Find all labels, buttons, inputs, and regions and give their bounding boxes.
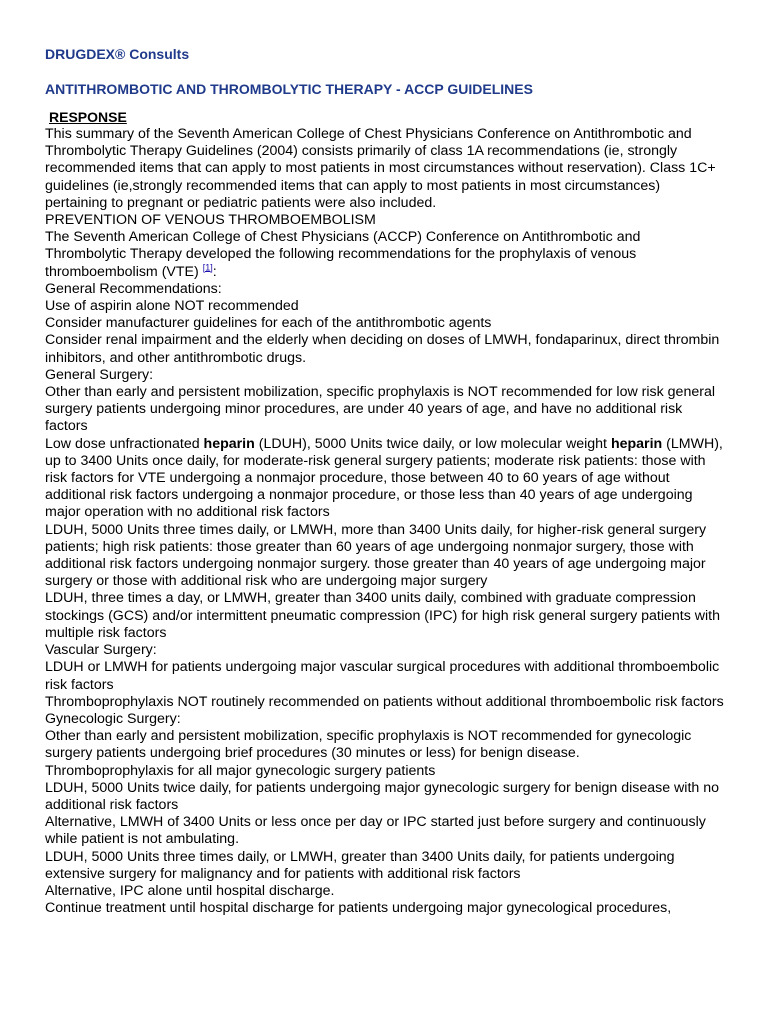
vascular-surgery-heading: Vascular Surgery: — [45, 642, 157, 659]
heparin-term-2: heparin — [610, 435, 663, 452]
heparin-term-1: heparin — [203, 435, 255, 452]
rec-aspirin: Use of aspirin alone NOT recommended — [45, 298, 299, 315]
document-body — [45, 126, 725, 917]
gyn-continue: Continue treatment until hospital discharge for patients undergoing major gynecological procedures, — [45, 900, 672, 917]
gyn-alt-ipc: Alternative, IPC alone until hospital discharge. — [45, 882, 335, 899]
reference-link[interactable]: [1] — [202, 261, 213, 272]
section-heading-response: RESPONSE — [49, 109, 127, 125]
vs-major: LDUH or LMWH for patients undergoing major vascular surgical procedures with additional thromboembolic risk factors — [45, 659, 720, 693]
reference-superscript — [203, 262, 213, 272]
gyn-malignancy: LDUH, 5000 Units three times daily, or LMWH, greater than 3400 Units daily, for patients undergoing extensive surgery for malignancy and for patients with additional risk factors — [45, 848, 675, 882]
gs-moderate-text-1: Low dose unfractionated — [45, 435, 204, 452]
rec-renal: Consider renal impairment and the elderly when deciding on doses of LMWH, fondaparinux, direct thrombin inhibitors, and other antithrombotic drugs. — [45, 332, 720, 366]
gyn-ldu-twice: LDUH, 5000 Units twice daily, for patients undergoing major gynecologic surgery for benign disease with no additional risk factors — [45, 779, 720, 813]
document-page — [45, 45, 725, 917]
document-title: ANTITHROMBOTIC AND THROMBOLYTIC THERAPY - ACCP GUIDELINES — [45, 81, 533, 97]
gynecologic-surgery-heading: Gynecologic Surgery: — [45, 710, 181, 727]
rec-manufacturer: Consider manufacturer guidelines for each of the antithrombotic agents — [45, 315, 492, 332]
gyn-all-major: Thromboprophylaxis for all major gynecologic surgery patients — [45, 762, 436, 779]
gs-high-risk: LDUH, 5000 Units three times daily, or LMWH, more than 3400 Units daily, for higher-risk general surgery patients; high risk patients: those greater than 60 years of age undergoing nonmajor surgery, those with additional risk factors undergoing nonmajor surgery. those greater than 40 years of age undergoing major surgery or those with additional risk who are undergoing major surgery — [45, 521, 707, 590]
gs-moderate-risk — [45, 436, 725, 522]
accp-text: The Seventh American College of Chest Physicians (ACCP) Conference on Antithrombotic and Thrombolytic Therapy developed the following recommendations for the prophylaxis of venous thromboembolism (VTE) — [45, 229, 641, 280]
brand-title: DRUGDEX® Consults — [45, 46, 190, 62]
gs-low-risk: Other than early and persistent mobilization, specific prophylaxis is NOT recommended for low risk general surgery patients undergoing minor procedures, are under 40 years of age, and have no additional risk factors — [45, 384, 715, 435]
gs-moderate-text-3: (LMWH), up to 3400 Units once daily, for moderate-risk general surgery patients; moderate risk patients: those with risk factors for VTE undergoing a nonmajor procedure, those between 40 to 60 years of age without additional risk factors undergoing a nonmajor procedure, or those less than 40 years of age undergoing major operation with no additional risk factors — [45, 435, 723, 521]
vs-not-routine: Thromboprophylaxis NOT routinely recommended on patients without additional thromboembolic risk factors — [45, 693, 724, 710]
gs-multiple-risk: LDUH, three times a day, or LMWH, greater than 3400 units daily, combined with graduate compression stockings (GCS) and/or intermittent pneumatic compression (IPC) for high risk general surgery patients with multiple risk factors — [45, 590, 720, 641]
intro-paragraph: This summary of the Seventh American College of Chest Physicians Conference on Antithrombotic and Thrombolytic Therapy Guidelines (2004) consists primarily of class 1A recommendations (ie, strongly recommended items that can apply to most patients in most circumstances without reservation). Class 1C+ guidelines (ie,strongly recommended items that can apply to most patients in most circumstances) pertaining to pregnant or pediatric patients were also included. — [45, 126, 716, 211]
prevention-heading: PREVENTION OF VENOUS THROMBOEMBOLISM — [45, 212, 376, 229]
general-surgery-heading: General Surgery: — [45, 366, 154, 383]
general-recommendations-heading: General Recommendations: — [45, 280, 222, 297]
accp-paragraph — [45, 229, 725, 281]
gyn-brief: Other than early and persistent mobilization, specific prophylaxis is NOT recommended for gynecologic surgery patients undergoing brief procedures (30 minutes or less) for benign disease. — [45, 728, 692, 762]
gyn-alt-lmwh: Alternative, LMWH of 3400 Units or less once per day or IPC started just before surgery and continuously while patient is not ambulating. — [45, 814, 706, 848]
accp-suffix: : — [212, 263, 217, 280]
gs-moderate-text-2: (LDUH), 5000 Units twice daily, or low molecular weight — [254, 435, 611, 452]
